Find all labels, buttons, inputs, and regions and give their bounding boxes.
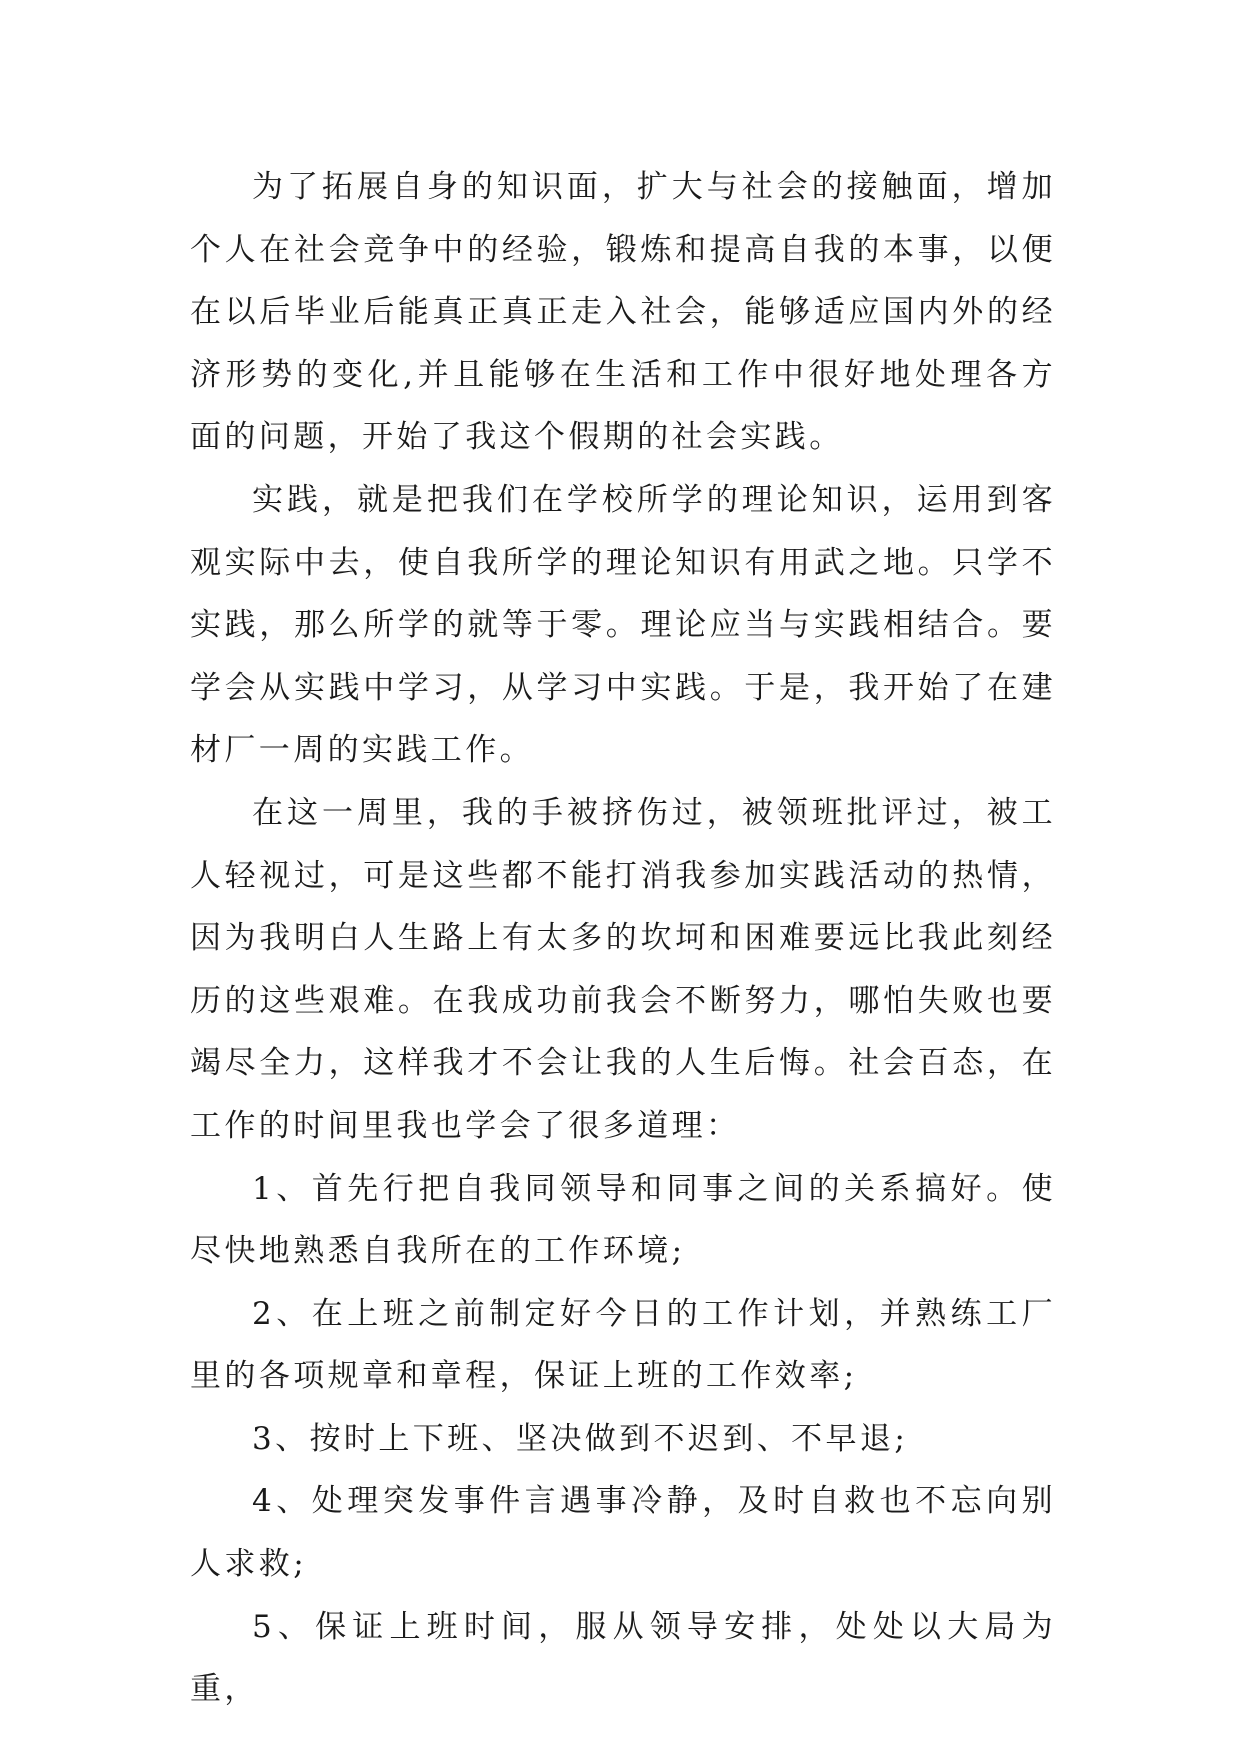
list-item-2: 2、在上班之前制定好今日的工作计划，并熟练工厂里的各项规章和章程，保证上班的工作效率; (190, 1295, 1056, 1395)
list-item-3: 3、按时上下班、坚决做到不迟到、不早退; (252, 1420, 909, 1457)
list-item-4: 4、处理突发事件言遇事冷静，及时自救也不忘向别人求救; (190, 1483, 1056, 1583)
paragraph-practice: 实践，就是把我们在学校所学的理论知识，运用到客观实际中去，使自我所学的理论知识有用武之地。只学不实践，那么所学的就等于零。理论应当与实践相结合。要学会从实践中学习，从学习中实践。于是，我开始了在建材厂一周的实践工作。 (190, 481, 1056, 769)
paragraph-week: 在这一周里，我的手被挤伤过，被领班批评过，被工人轻视过，可是这些都不能打消我参加实践活动的热情，因为我明白人生路上有太多的坎坷和困难要远比我此刻经历的这些艰难。在我成功前我会不断努力，哪怕失败也要竭尽全力，这样我才不会让我的人生后悔。社会百态，在工作的时间里我也学会了很多道理： (190, 794, 1056, 1144)
document-body (190, 156, 1056, 1721)
list-item-1: 1、首先行把自我同领导和同事之间的关系搞好。使尽快地熟悉自我所在的工作环境; (190, 1170, 1056, 1270)
paragraph-intro: 为了拓展自身的知识面，扩大与社会的接触面，增加个人在社会竞争中的经验，锻炼和提高自我的本事，以便在以后毕业后能真正真正走入社会，能够适应国内外的经济形势的变化,并且能够在生活和工作中很好地处理各方面的问题，开始了我这个假期的社会实践。 (190, 169, 1056, 456)
list-item-5: 5、保证上班时间，服从领导安排，处处以大局为重， (190, 1608, 1056, 1708)
